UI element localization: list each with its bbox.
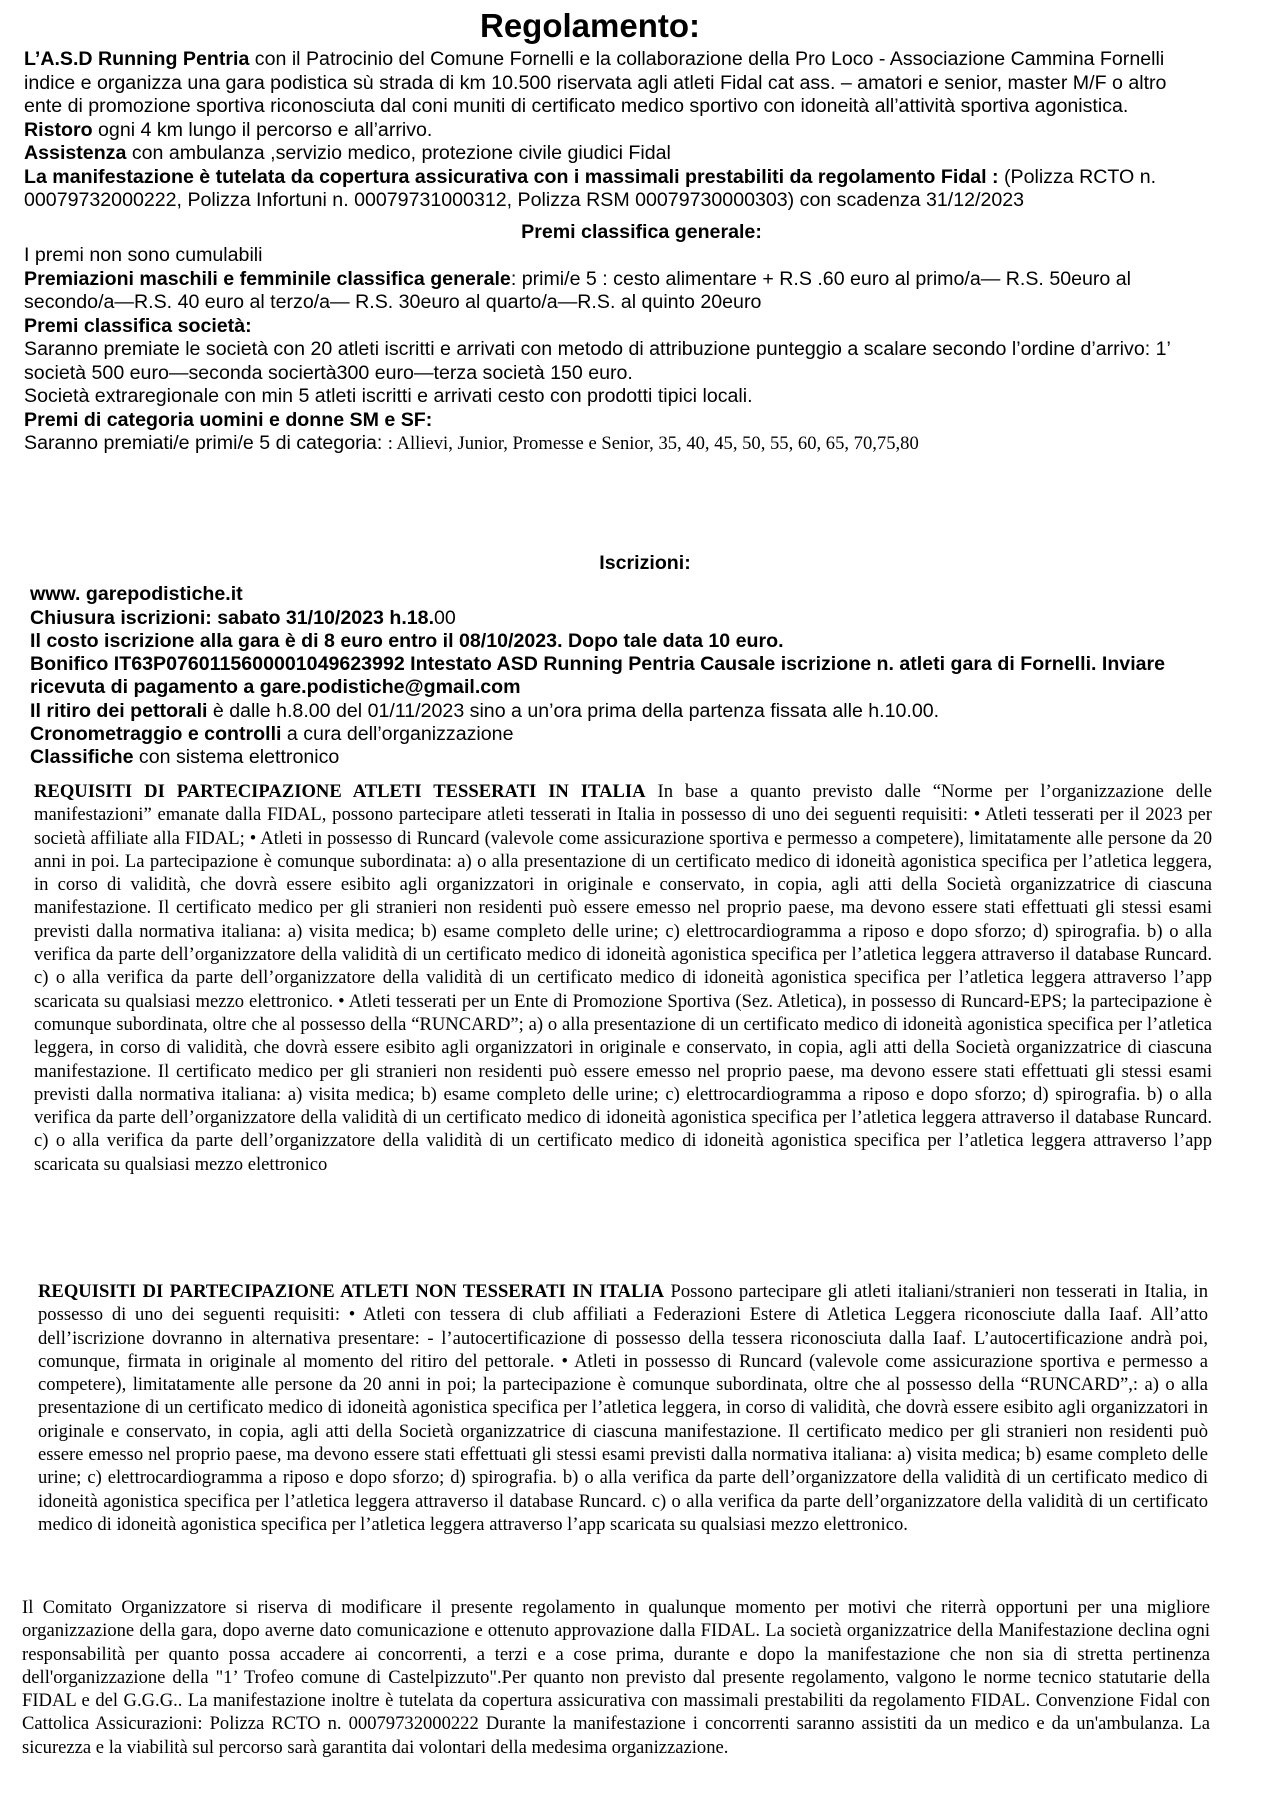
intro-paragraph: [24, 48, 1209, 119]
chiusura-text: Chiusura iscrizioni: sabato 31/10/2023 h.18.: [30, 606, 435, 629]
classifiche-line: [30, 746, 1210, 769]
ritiro-line: [30, 700, 1210, 723]
ritiro-text: è dalle h.8.00 del 01/11/2023 sino a un’ora prima della partenza fissata alle h.10.00.: [207, 699, 940, 722]
categoria-list: : Allievi, Junior, Promesse e Senior, 35, 40, 45, 50, 55, 60, 65, 70,75,80: [387, 433, 919, 454]
classifiche-text: con sistema elettronico: [133, 746, 340, 769]
assistenza-label: Assistenza: [24, 142, 127, 164]
insurance-text: (Polizza RCTO n. 00079732000222, Polizza Infortuni n. 00079731000312, Polizza RSM 00079730000303) con scadenza 31/12/2023: [24, 165, 1157, 211]
premi-societa-heading: [24, 315, 1209, 339]
premi-note: I premi non sono cumulabili: [24, 244, 263, 266]
ristoro-text: ogni 4 km lungo il percorso e all’arrivo.: [92, 118, 433, 141]
premi-categoria-text: [24, 432, 1209, 456]
chiusura-line: [30, 607, 1210, 630]
website-text[interactable]: www. garepodistiche.it: [30, 583, 243, 606]
requisiti-non-italia-paragraph: [38, 1280, 1208, 1536]
ritiro-label: Il ritiro dei pettorali: [30, 699, 208, 722]
insurance-paragraph: [24, 166, 1209, 213]
assistenza-text: con ambulanza ,servizio medico, protezione civile giudici Fidal: [126, 142, 671, 164]
categoria-intro: Saranno premiati/e primi/e 5 di categoria:: [24, 432, 388, 454]
crono-label: Cronometraggio e controlli: [30, 723, 282, 746]
premi-societa-heading-text: Premi classifica società:: [24, 314, 252, 337]
premi-societa-text: Saranno premiate le società con 20 atleti iscritti e arrivati con metodo di attribuzione punteggio a scalare secondo l’ordine d’arrivo: 1’ società 500 euro—seconda sociertà300 euro—terza società 150 euro.: [24, 338, 1171, 384]
societa-extraregionale-text: Società extraregionale con min 5 atleti iscritti e arrivati cesto con prodotti tipici locali.: [24, 385, 753, 407]
website-link[interactable]: [30, 583, 1210, 606]
insurance-bold: La manifestazione è tutelata da copertura assicurativa con i massimali prestabiliti da regolamento Fidal :: [24, 165, 999, 188]
bonifico-line: [30, 653, 1210, 700]
costo-text: Il costo iscrizione alla gara è di 8 euro entro il 08/10/2023. Dopo tale data 10 euro.: [30, 629, 784, 652]
chiusura-tail: 00: [434, 606, 456, 629]
intro-text: con il Patrocinio del Comune Fornelli e la collaborazione della Pro Loco - Associazione Cammina Fornelli indice e organizza una gara podistica sù strada di km 10.500 riservata agli atleti Fidal cat ass. – amatori e senior, master M/F o altro ente di promozione sportiva riconosciuta dal coni muniti di certificato medico sportivo con idoneità all’attività sportiva agonistica.: [24, 48, 1167, 117]
requisiti-italia-paragraph: [34, 780, 1212, 1176]
ristoro-line: [24, 119, 1209, 143]
page-title: Regolamento:: [479, 7, 700, 44]
classifiche-label: Classifiche: [30, 746, 134, 769]
premi-categoria-heading-text: Premi di categoria uomini e donne SM e SF:: [24, 408, 433, 431]
premi-generale-text: : primi/e 5 : cesto alimentare + R.S .60 euro al primo/a— R.S. 50euro al secondo/a—R.S. 40 euro al terzo/a— R.S. 30euro al quarto/a—R.S. al quinto 20euro: [24, 267, 1132, 313]
premi-generale-heading: Premi classifica generale:: [521, 220, 762, 243]
iscrizioni-section: [30, 552, 1210, 770]
closing-paragraph: Il Comitato Organizzatore si riserva di modificare il presente regolamento in qualunque momento per motivi che riterrà opportuni per una migliore organizzazione della gara, dopo averne dato comunicazione e ottenuto approvazione dalla FIDAL. La società organizzatrice della Manifestazione declina ogni responsabilità per quanto possa accadere ai concorrenti, a terzi e a cose prima, durante e dopo la manifestazione che non sia di stretta pertinenza dell'organizzazione della "1’ Trofeo comune di Castelpizzuto".Per quanto non previsto dal presente regolamento, valgono le norme tecnico statutarie della FIDAL e del G.G.G.. La manifestazione inoltre è tutelata da copertura assicurativa con massimali prestabiliti da regolamento FIDAL. Convenzione Fidal con Cattolica Assicurazioni: Polizza RCTO n. 00079732000222 Durante la manifestazione i concorrenti saranno assistiti da un medico e da un'ambulanza. La sicurezza e la viabilità sul percorso sarà garantita dai volontari della medesima organizzazione.: [22, 1597, 1210, 1758]
premi-generale-paragraph: [24, 268, 1209, 315]
premi-generale-label: Premiazioni maschili e femminile classifica generale: [24, 267, 511, 290]
requisiti-non-italia-text: Possono partecipare gli atleti italiani/stranieri non tesserati in Italia, in possesso di uno dei seguenti requisiti: • Atleti con tessera di club affiliati a Federazioni Estere di Atletica Leggera riconosciute dalla Iaaf. All’atto dell’iscrizione dovranno in alternativa presentare: - l’autocertificazione di possesso della tessera riconosciuta dalla Iaaf. L’autocertificazione andrà poi, comunque, firmata in originale al momento del ritiro del pettorale. • Atleti in possesso di Runcard (valevole come assicurazione sportiva e permesso a competere), limitatamente alle persone da 20 anni in poi; la partecipazione è comunque subordinata, oltre che al possesso della “RUNCARD”,: a) o alla presentazione di un certificato medico di idoneità agonistica specifica per l’atletica leggera, in corso di validità, che dovrà essere esibito agli organizzatori in originale e conservato, in copia, agli atti della Società organizzatrice di ciascuna manifestazione. Il certificato medico per gli stranieri non residenti può essere emesso nel proprio paese, ma devono essere stati effettuati gli stessi esami previsti dalla normativa italiana: a) visita medica; b) esame completo delle urine; c) elettrocardiogramma a riposo e dopo sforzo; d) spirografia. b) o alla verifica da parte dell’organizzatore della validità di un certificato medico di idoneità agonistica specifica per l’atletica leggera attraverso il database Runcard. c) o alla verifica da parte dell’organizzatore della validità di un certificato medico di idoneità agonistica specifica per l’atletica leggera attraverso l’app scaricata su qualsiasi mezzo elettronico.: [38, 1281, 1208, 1535]
requisiti-italia-text: In base a quanto previsto dalle “Norme per l’organizzazione delle manifestazioni” emanate dalla FIDAL, possono partecipare atleti tesserati in Italia in possesso di uno dei seguenti requisiti: • Atleti tesserati per il 2023 per società affiliate alla FIDAL; • Atleti in possesso di Runcard (valevole come assicurazione sportiva e permesso a competere), limitatamente alle persone da 20 anni in poi. La partecipazione è comunque subordinata: a) o alla presentazione di un certificato medico di idoneità agonistica specifica per l’atletica leggera, in corso di validità, che dovrà essere esibito agli organizzatori in originale e conservato, in copia, agli atti della Società organizzatrice di ciascuna manifestazione. Il certificato medico per gli stranieri non residenti può essere emesso nel proprio paese, ma devono essere stati effettuati gli stessi esami previsti dalla normativa italiana: a) visita medica; b) esame completo delle urine; c) elettrocardiogramma a riposo e dopo sforzo; d) spirografia. b) o alla verifica da parte dell’organizzatore della validità di un certificato medico di idoneità agonistica specifica per l’atletica leggera attraverso il database Runcard. c) o alla verifica da parte dell’organizzatore della validità di un certificato medico di idoneità agonistica specifica per l’atletica leggera attraverso l’app scaricata su qualsiasi mezzo elettronico. • Atleti tesserati per un Ente di Promozione Sportiva (Sez. Atletica), in possesso di Runcard-EPS; la partecipazione è comunque subordinata, oltre che al possesso della “RUNCARD”; a) o alla presentazione di un certificato medico di idoneità agonistica specifica per l’atletica leggera, in corso di validità, che dovrà essere esibito agli organizzatori in originale e conservato, in copia, agli atti della Società organizzatrice di ciascuna manifestazione. Il certificato medico per gli stranieri non residenti può essere emesso nel proprio paese, ma devono essere stati effettuati gli stessi esami previsti dalla normativa italiana: a) visita medica; b) esame completo delle urine; c) elettrocardiogramma a riposo e dopo sforzo; d) spirografia. b) o alla verifica da parte dell’organizzatore della validità di un certificato medico di idoneità agonistica specifica per l’atletica leggera attraverso il database Runcard. c) o alla verifica da parte dell’organizzatore della validità di un certificato medico di idoneità agonistica specifica per l’atletica leggera attraverso l’app scaricata su qualsiasi mezzo elettronico: [34, 781, 1212, 1175]
crono-line: [30, 723, 1210, 746]
requisiti-non-italia-heading: REQUISITI DI PARTECIPAZIONE ATLETI NON TESSERATI IN ITALIA: [38, 1281, 665, 1302]
premi-categoria-heading: [24, 409, 1209, 433]
assistenza-line: [24, 142, 1209, 166]
requisiti-italia-heading: REQUISITI DI PARTECIPAZIONE ATLETI TESSERATI IN ITALIA: [34, 781, 646, 802]
costo-line: [30, 630, 1210, 653]
general-info-section: [24, 48, 1209, 456]
crono-text: a cura dell’organizzazione: [281, 723, 514, 746]
ristoro-label: Ristoro: [24, 118, 93, 141]
bonifico-text: Bonifico IT63P0760115600001049623992 Intestato ASD Running Pentria Causale iscrizione n. atleti gara di Fornelli. Inviare ricevuta di pagamento a gare.podistiche@gmail.com: [30, 653, 1166, 699]
org-name: L’A.S.D Running Pentria: [24, 48, 250, 70]
iscrizioni-heading: Iscrizioni:: [599, 552, 691, 574]
